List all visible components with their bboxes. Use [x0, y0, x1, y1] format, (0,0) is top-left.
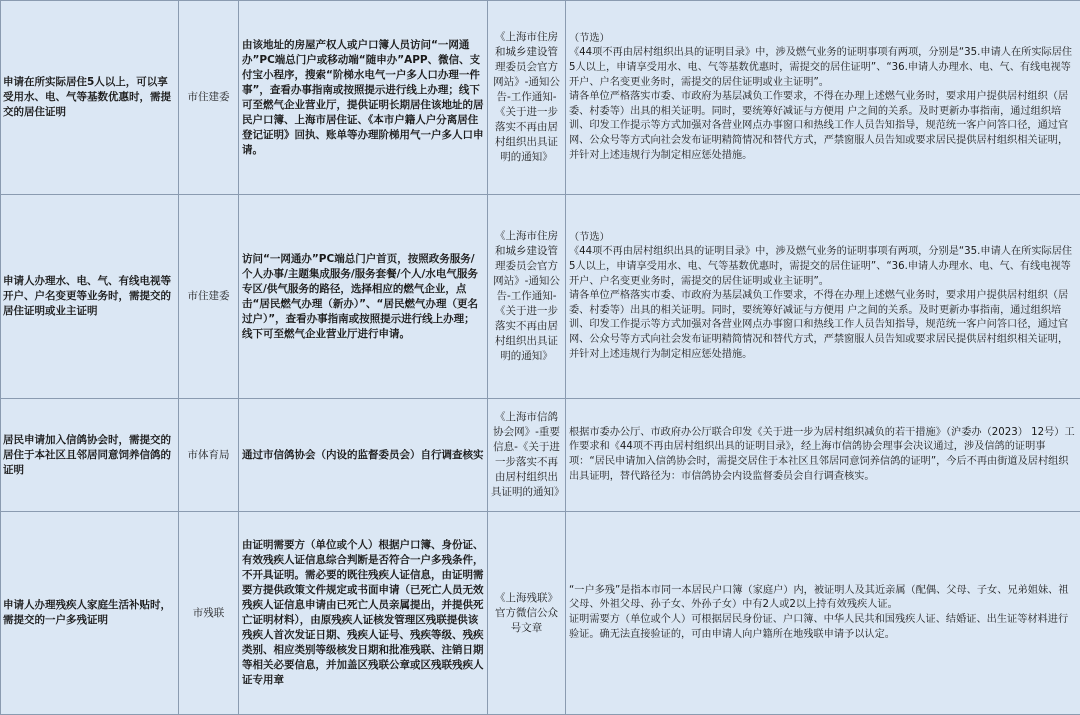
item-cell: 申请人办理水、电、气、有线电视等开户、户名变更等业务时，需提交的居住证明或业主证明 [1, 195, 179, 399]
method-cell: 由该地址的房屋产权人或户口簿人员访问“一网通办”PC端总门户或移动端“随申办”APP、微信、支付宝小程序，搜索“阶梯水电气一户多人口办理一件事”，查看办事指南或按照提示进行线上办理；线下可至燃气企业营业厅，提供证明长期居住该地址的居民户口簿、上海市居住证、《本市户籍人户分离居住登记证明》回执、账单等办理阶梯用气一户多人口申请。 [239, 1, 488, 195]
department-cell: 市住建委 [179, 1, 239, 195]
detail-paragraph: “一户多残”是指本市同一本居民户口簿（家庭户）内，被证明人及其近亲属（配偶、父母、子女、兄弟姐妹、祖父母、外祖父母、孙子女、外孙子女）中有2人或2以上持有效残疾人证。 [569, 584, 1077, 613]
detail-cell [566, 1, 1080, 195]
basis-cell: 《上海残联》官方微信公众号文章 [488, 512, 566, 715]
detail-cell [566, 195, 1080, 399]
item-cell: 居民申请加入信鸽协会时，需提交的居住于本社区且邻居同意饲养信鸽的证明 [1, 399, 179, 512]
department-cell: 市住建委 [179, 195, 239, 399]
detail-paragraph: 证明需要方（单位或个人）可根据居民身份证、户口簿、中华人民共和国残疾人证、结婚证、出生证等材料进行验证。确无法直接验证的，可由申请人向户籍所在地残联申请予以认定。 [569, 613, 1077, 642]
item-cell: 申请人办理残疾人家庭生活补贴时，需提交的一户多残证明 [1, 512, 179, 715]
detail-paragraph: 根据市委办公厅、市政府办公厅联合印发《关于进一步为居村组织减负的若干措施》（沪委办（2023） 12号）工作要求和《44项不再由居村组织出具的证明目录》，经上海市信鸽协会理事会决议通过，涉及信鸽的证明事项：“居民申请加入信鸽协会时，需提交居住于本社区且邻居同意饲养信鸽的证明”，今后不再由街道及居村组织出具证明，替代路径为：市信鸽协会内设监督委员会自行调查核实。 [569, 426, 1077, 484]
table-row [1, 195, 1080, 399]
method-cell: 访问“一网通办”PC端总门户首页，按照政务服务/个人办事/主题集成服务/服务套餐/个人/水电气服务专区/供气服务的路径，选择相应的燃气企业，点击“居民燃气办理（新办）”、“居民燃气办理（更名过户）”，查看办事指南或按照提示进行线上办理；线下可至燃气企业营业厅进行申请。 [239, 195, 488, 399]
department-cell: 市残联 [179, 512, 239, 715]
method-cell: 通过市信鸽协会（内设的监督委员会）自行调查核实 [239, 399, 488, 512]
detail-paragraph: 请各单位严格落实市委、市政府为基层减负工作要求，不得在办理上述燃气业务时，要求用户提供居村组织（居委、村委等）出具的相关证明。同时，要统筹好减证与方便用 户之间的关系。及时更新办事指南，通过组织培训、印发工作提示等方式加强对各营业网点办事窗口和热线工作人员告知指导，规范统一客户问答口径，通过官网、公众号等方式向社会发布证明精简情况和替代方式，严禁窗服人员告知或要求居民提供居村组织相关证明，并针对上述违规行为制定相应惩处措施。 [569, 289, 1077, 362]
basis-cell: 《上海市信鸽协会网》-重要信息-《关于进一步落实不再由居村组织出具证明的通知》 [488, 399, 566, 512]
basis-cell: 《上海市住房和城乡建设管理委员会官方网站》-通知公告-工作通知-《关于进一步落实不再由居村组织出具证明的通知》 [488, 195, 566, 399]
table-row [1, 399, 1080, 512]
detail-cell [566, 399, 1080, 512]
basis-cell: 《上海市住房和城乡建设管理委员会官方网站》-通知公告-工作通知-《关于进一步落实不再由居村组织出具证明的通知》 [488, 1, 566, 195]
table-row [1, 512, 1080, 715]
detail-paragraph: 《44项不再由居村组织出具的证明目录》中，涉及燃气业务的证明事项有两项，分别是“35.申请人在所实际居住5人以上，申请享受用水、电、气等基数优惠时，需提交的居住证明”、“36.申请人办理水、电、气、有线电视等开户、户名变更业务时，需提交的居住证明或业主证明”。 [569, 46, 1077, 90]
detail-paragraph: （节选） [569, 32, 1077, 47]
method-cell: 由证明需要方（单位或个人）根据户口簿、身份证、有效残疾人证信息综合判断是否符合一户多残条件，不开具证明。需必要的既往残疾人证信息，由证明需要方提供政策文件规定或书面申请（已死亡人员无效残疾人证信息申请由已死亡人员亲属提出，并提供死亡证明材料），由原残疾人证核发管理区残联提供该残疾人首次发证日期、残疾人证号、残疾等级、残疾类别、相应类别等级核发日期和批准残联、注销日期等相关必要信息，并加盖区残联公章或区残联残疾人证专用章 [239, 512, 488, 715]
department-cell: 市体育局 [179, 399, 239, 512]
table-row [1, 1, 1080, 195]
detail-cell [566, 512, 1080, 715]
detail-paragraph: 请各单位严格落实市委、市政府为基层减负工作要求，不得在办理上述燃气业务时，要求用户提供居村组织（居委、村委等）出具的相关证明。同时，要统筹好减证与方便用 户之间的关系。及时更新办事指南，通过组织培训、印发工作提示等方式加强对各营业网点办事窗口和热线工作人员告知指导，规范统一客户问答口径，通过官网、公众号等方式向社会发布证明精简情况和替代方式，严禁窗服人员告知或要求居民提供居村组织相关证明，并针对上述违规行为制定相应惩处措施。 [569, 90, 1077, 163]
detail-paragraph: 《44项不再由居村组织出具的证明目录》中，涉及燃气业务的证明事项有两项，分别是“35.申请人在所实际居住5人以上，申请享受用水、电、气等基数优惠时，需提交的居住证明”、“36.申请人办理水、电、气、有线电视等开户、户名变更业务时，需提交的居住证明或业主证明”。 [569, 245, 1077, 289]
item-cell: 申请在所实际居住5人以上，可以享受用水、电、气等基数优惠时，需提交的居住证明 [1, 1, 179, 195]
detail-paragraph: （节选） [569, 231, 1077, 246]
